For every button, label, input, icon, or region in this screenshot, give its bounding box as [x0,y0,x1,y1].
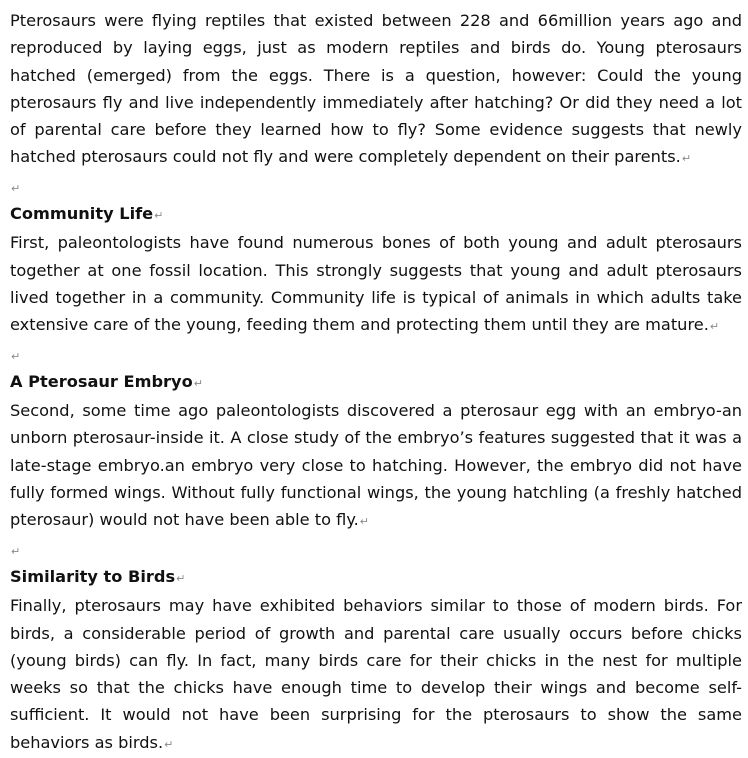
return-mark-icon: ↵ [11,349,21,363]
return-mark-icon: ↵ [11,544,21,558]
return-mark-icon: ↵ [11,181,21,195]
section-heading-community-life: Community Life↵ [10,204,164,224]
intro-text: Pterosaurs were flying reptiles that existed between 228 and 66million years ago and reproduced by laying eggs, just as modern reptiles and birds do. Young pterosaurs hatched (emerged) from the eggs. There is a question, however: Could the young pterosaurs fly and live independently immediately after hatching? Or did they need a lot of parental care before they learned how to fly? Some evidence suggests that newly hatched pterosaurs could not fly and were completely dependent on their parents. [10,11,742,167]
blank-line [10,173,742,200]
section-body-community-life: First, paleontologists have found numerous bones of both young and adult pterosaurs together at one fossil location. This strongly suggests that young and adult pterosaurs lived together in a community. Community life is typical of animals in which adults take extensive care of the young, feeding them and protecting them until they are mature.↵ [10,233,742,335]
blank-line [10,536,742,563]
return-mark-icon: ↵ [709,320,720,334]
section-heading-similarity-to-birds: Similarity to Birds↵ [10,566,186,586]
return-mark-icon: ↵ [154,209,164,223]
return-mark-icon: ↵ [359,515,369,529]
section-heading-pterosaur-embryo: A Pterosaur Embryo↵ [10,371,203,391]
return-mark-icon: ↵ [164,737,174,751]
return-mark-icon: ↵ [193,376,203,390]
section-body-similarity-to-birds: Finally, pterosaurs may have exhibited behaviors similar to those of modern birds. For birds, a considerable period of growth and parental care usually occurs before chicks (young birds) can fly. In fact, many birds care for their chicks in the nest for multiple weeks so that the chicks have enough time to develop their wings and become self-sufficient. It would not have been surprising for the pterosaurs to show the same behaviors as birds.↵ [10,596,742,752]
return-mark-icon: ↵ [681,152,692,166]
section-body-pterosaur-embryo: Second, some time ago paleontologists discovered a pterosaur egg with an embryo-an unborn pterosaur-inside it. A close study of the embryo’s features suggested that it was a late-stage embryo.an embryo very close to hatching. However, the embryo did not have fully formed wings. Without fully functional wings, the young hatchling (a freshly hatched pterosaur) would not have been able to fly.↵ [10,401,742,530]
blank-line [10,341,742,368]
intro-paragraph [10,7,742,173]
return-mark-icon: ↵ [176,571,186,585]
